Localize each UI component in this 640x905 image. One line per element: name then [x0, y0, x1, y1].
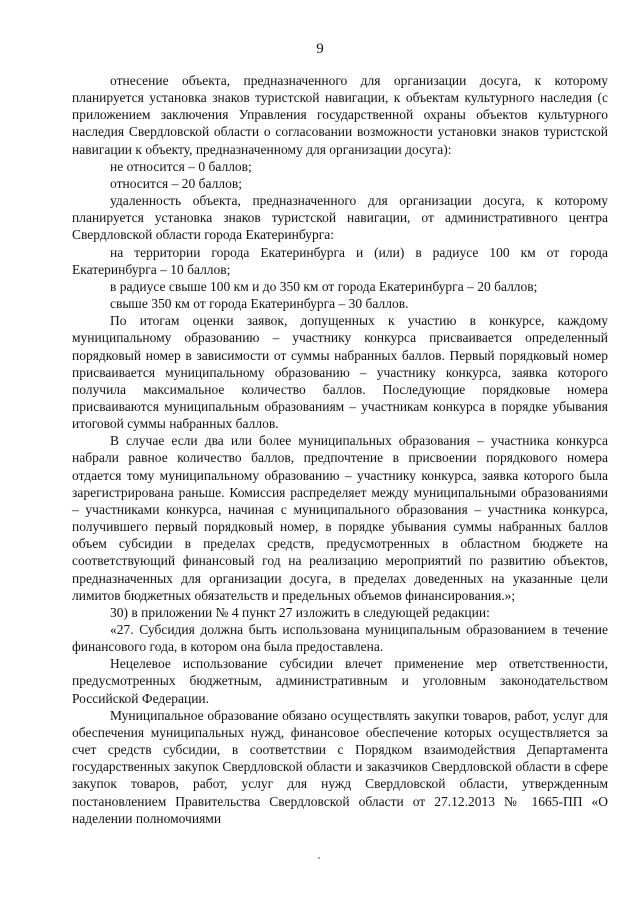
scan-speck [318, 857, 320, 859]
paragraph-amendment-30: 30) в приложении № 4 пункт 27 изложить в следующей редакции: [110, 604, 490, 620]
paragraph-equal-points-rule: В случае если два или более муниципальных образования – участника конкурса набрали равное количество баллов, предпочтение в присвоении порядкового номера отдается тому муниципальному образованию – участнику конкурса, заявка которого была зарегистрирована раньше. Комиссия распределяет между муниципальными образованиями – участниками конкурса, начиная с муниципального образования – участника конкурса, получившего первый порядковый номер, в порядке убывания суммы набранных баллов объем субсидии в пределах средств, предусмотренных в областном бюджете на соответствующий финансовый год на реализацию мероприятий по развитию объектов, предназначенных для организации досуга, в пределах доведенных на указанные цели лимитов бюджетных обязательств и предельных объемов финансирования.»; [72, 433, 608, 603]
document-body [72, 72, 608, 827]
paragraph-misuse-liability: Нецелевое использование субсидии влечет применение мер ответственности, предусмотренных бюджетным, административным и уголовным законодательством Российской Федерации. [72, 656, 608, 706]
paragraph-criterion-distance: удаленность объекта, предназначенного для организации досуга, к которому планируется установка знаков туристской навигации, от административного центра Свердловской области города Екатеринбурга: [72, 193, 608, 243]
paragraph-ranking-order: По итогам оценки заявок, допущенных к участию в конкурсе, каждому муниципальному образованию – участнику конкурса присваивается определенный порядковый номер в зависимости от суммы набранных баллов. Первый порядковый номер присваивается муниципальному образованию – участнику конкурса, заявка которого получила максимальное количество баллов. Последующие порядковые номера присваиваются муниципальным образованиям – участникам конкурса в порядке убывания итоговой суммы набранных баллов. [72, 313, 608, 432]
paragraph-criterion-cultural-heritage: отнесение объекта, предназначенного для организации досуга, к которому планируется установка знаков туристской навигации, к объектам культурного наследия (с приложением заключения Управления государственной охраны объектов культурного наследия Свердловской области о согласовании возможности установки знаков туристской навигации к объекту, предназначенному для организации досуга): [72, 73, 608, 157]
paragraph-related-20-points: относится – 20 баллов; [110, 175, 242, 191]
paragraph-distance-20-points: в радиусе свыше 100 км и до 350 км от города Екатеринбурга – 20 баллов; [110, 278, 538, 294]
paragraph-procurement-obligation: Муниципальное образование обязано осуществлять закупки товаров, работ, услуг для обеспечения муниципальных нужд, финансовое обеспечение которых осуществляется за счет средств субсидии, в соответствии с Порядком взаимодействия Департамента государственных закупок Свердловской области и заказчиков Свердловской области в сфере закупок товаров, работ, услуг для нужд Свердловской области, утвержденным постановлением Правительства Свердловской области от 27.12.2013 № 1665-ПП «О наделении полномочиями [72, 707, 608, 826]
page-number: 9 [316, 41, 324, 57]
paragraph-not-related-0-points: не относится – 0 баллов; [110, 158, 252, 174]
paragraph-item-27-subsidy-use: «27. Субсидия должна быть использована муниципальным образованием в течение финансового года, в котором она была предоставлена. [72, 622, 608, 655]
paragraph-distance-30-points: свыше 350 км от города Екатеринбурга – 30 баллов. [110, 296, 409, 312]
paragraph-distance-10-points: на территории города Екатеринбурга и (или) в радиусе 100 км от города Екатеринбурга – 10 баллов; [72, 244, 608, 277]
